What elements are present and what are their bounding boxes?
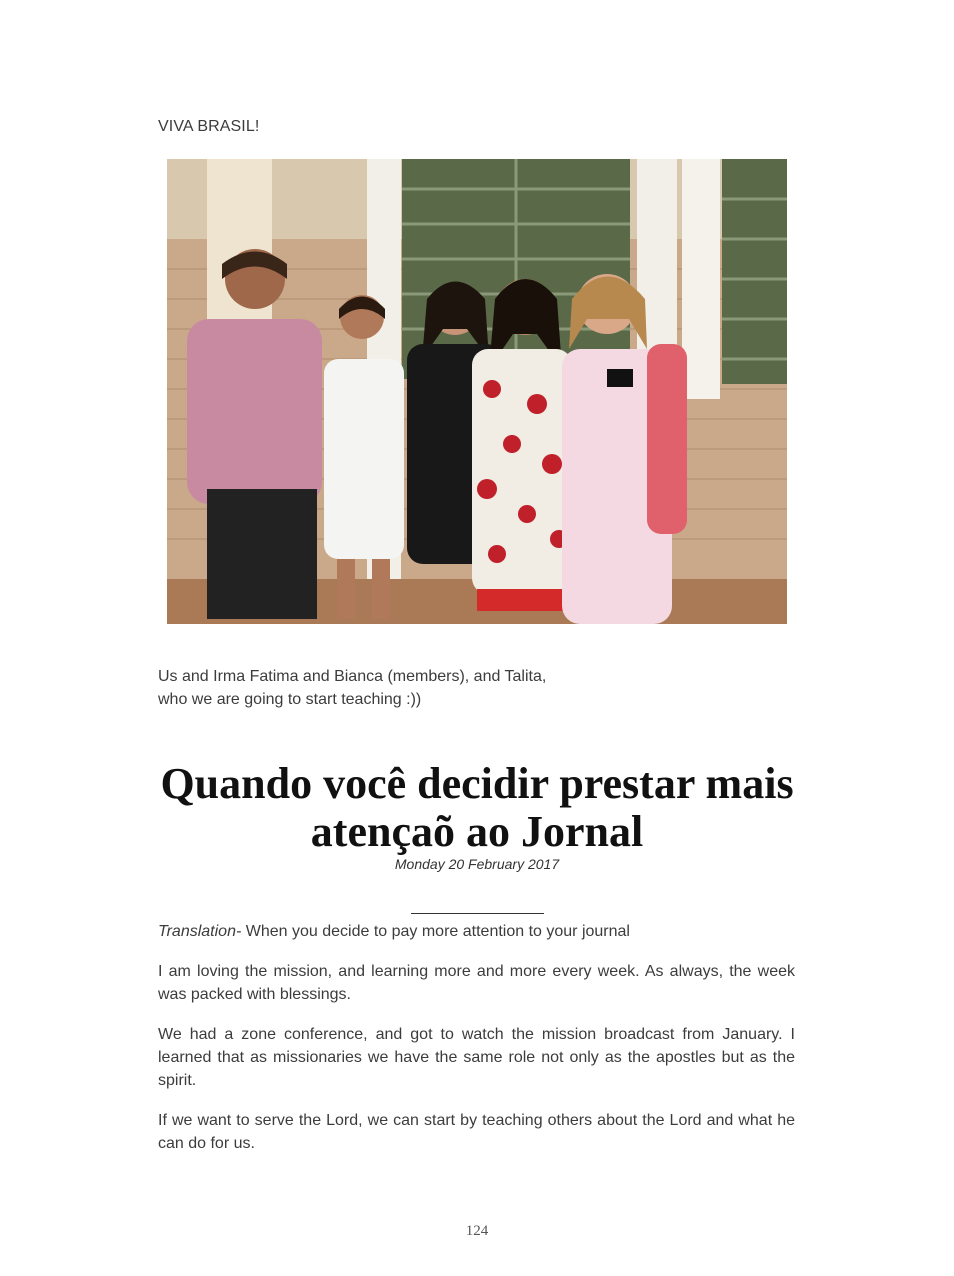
article-title (150, 760, 804, 856)
photo-caption (158, 665, 578, 711)
article-title-line-2: atençaõ ao Jornal (310, 807, 644, 856)
group-photo (167, 159, 787, 624)
body-paragraph-3: If we want to serve the Lord, we can start by teaching others about the Lord and what he can do for us. (158, 1112, 795, 1152)
caption-line-1: Us and Irma Fatima and Bianca (members), and Talita, (158, 668, 547, 685)
article-title-line-1: Quando você decidir prestar mais (160, 759, 794, 808)
translation-paragraph (158, 920, 795, 943)
body-paragraph-2: We had a zone conference, and got to watch the mission broadcast from January. I learned that as missionaries we have the same role not only as the apostles but as the spirit. (158, 1026, 795, 1089)
page-number: 124 (465, 1223, 489, 1239)
intro-heading: VIVA BRASIL! (158, 118, 260, 135)
translation-label: Translation- (158, 923, 242, 940)
caption-line-2: who we are going to start teaching :)) (158, 691, 422, 708)
translation-text: When you decide to pay more attention to your journal (241, 923, 630, 940)
article-body (158, 920, 795, 1172)
title-divider (411, 913, 544, 914)
body-paragraph-1: I am loving the mission, and learning more and more every week. As always, the week was packed with blessings. (158, 963, 795, 1003)
article-date: Monday 20 February 2017 (394, 856, 560, 872)
